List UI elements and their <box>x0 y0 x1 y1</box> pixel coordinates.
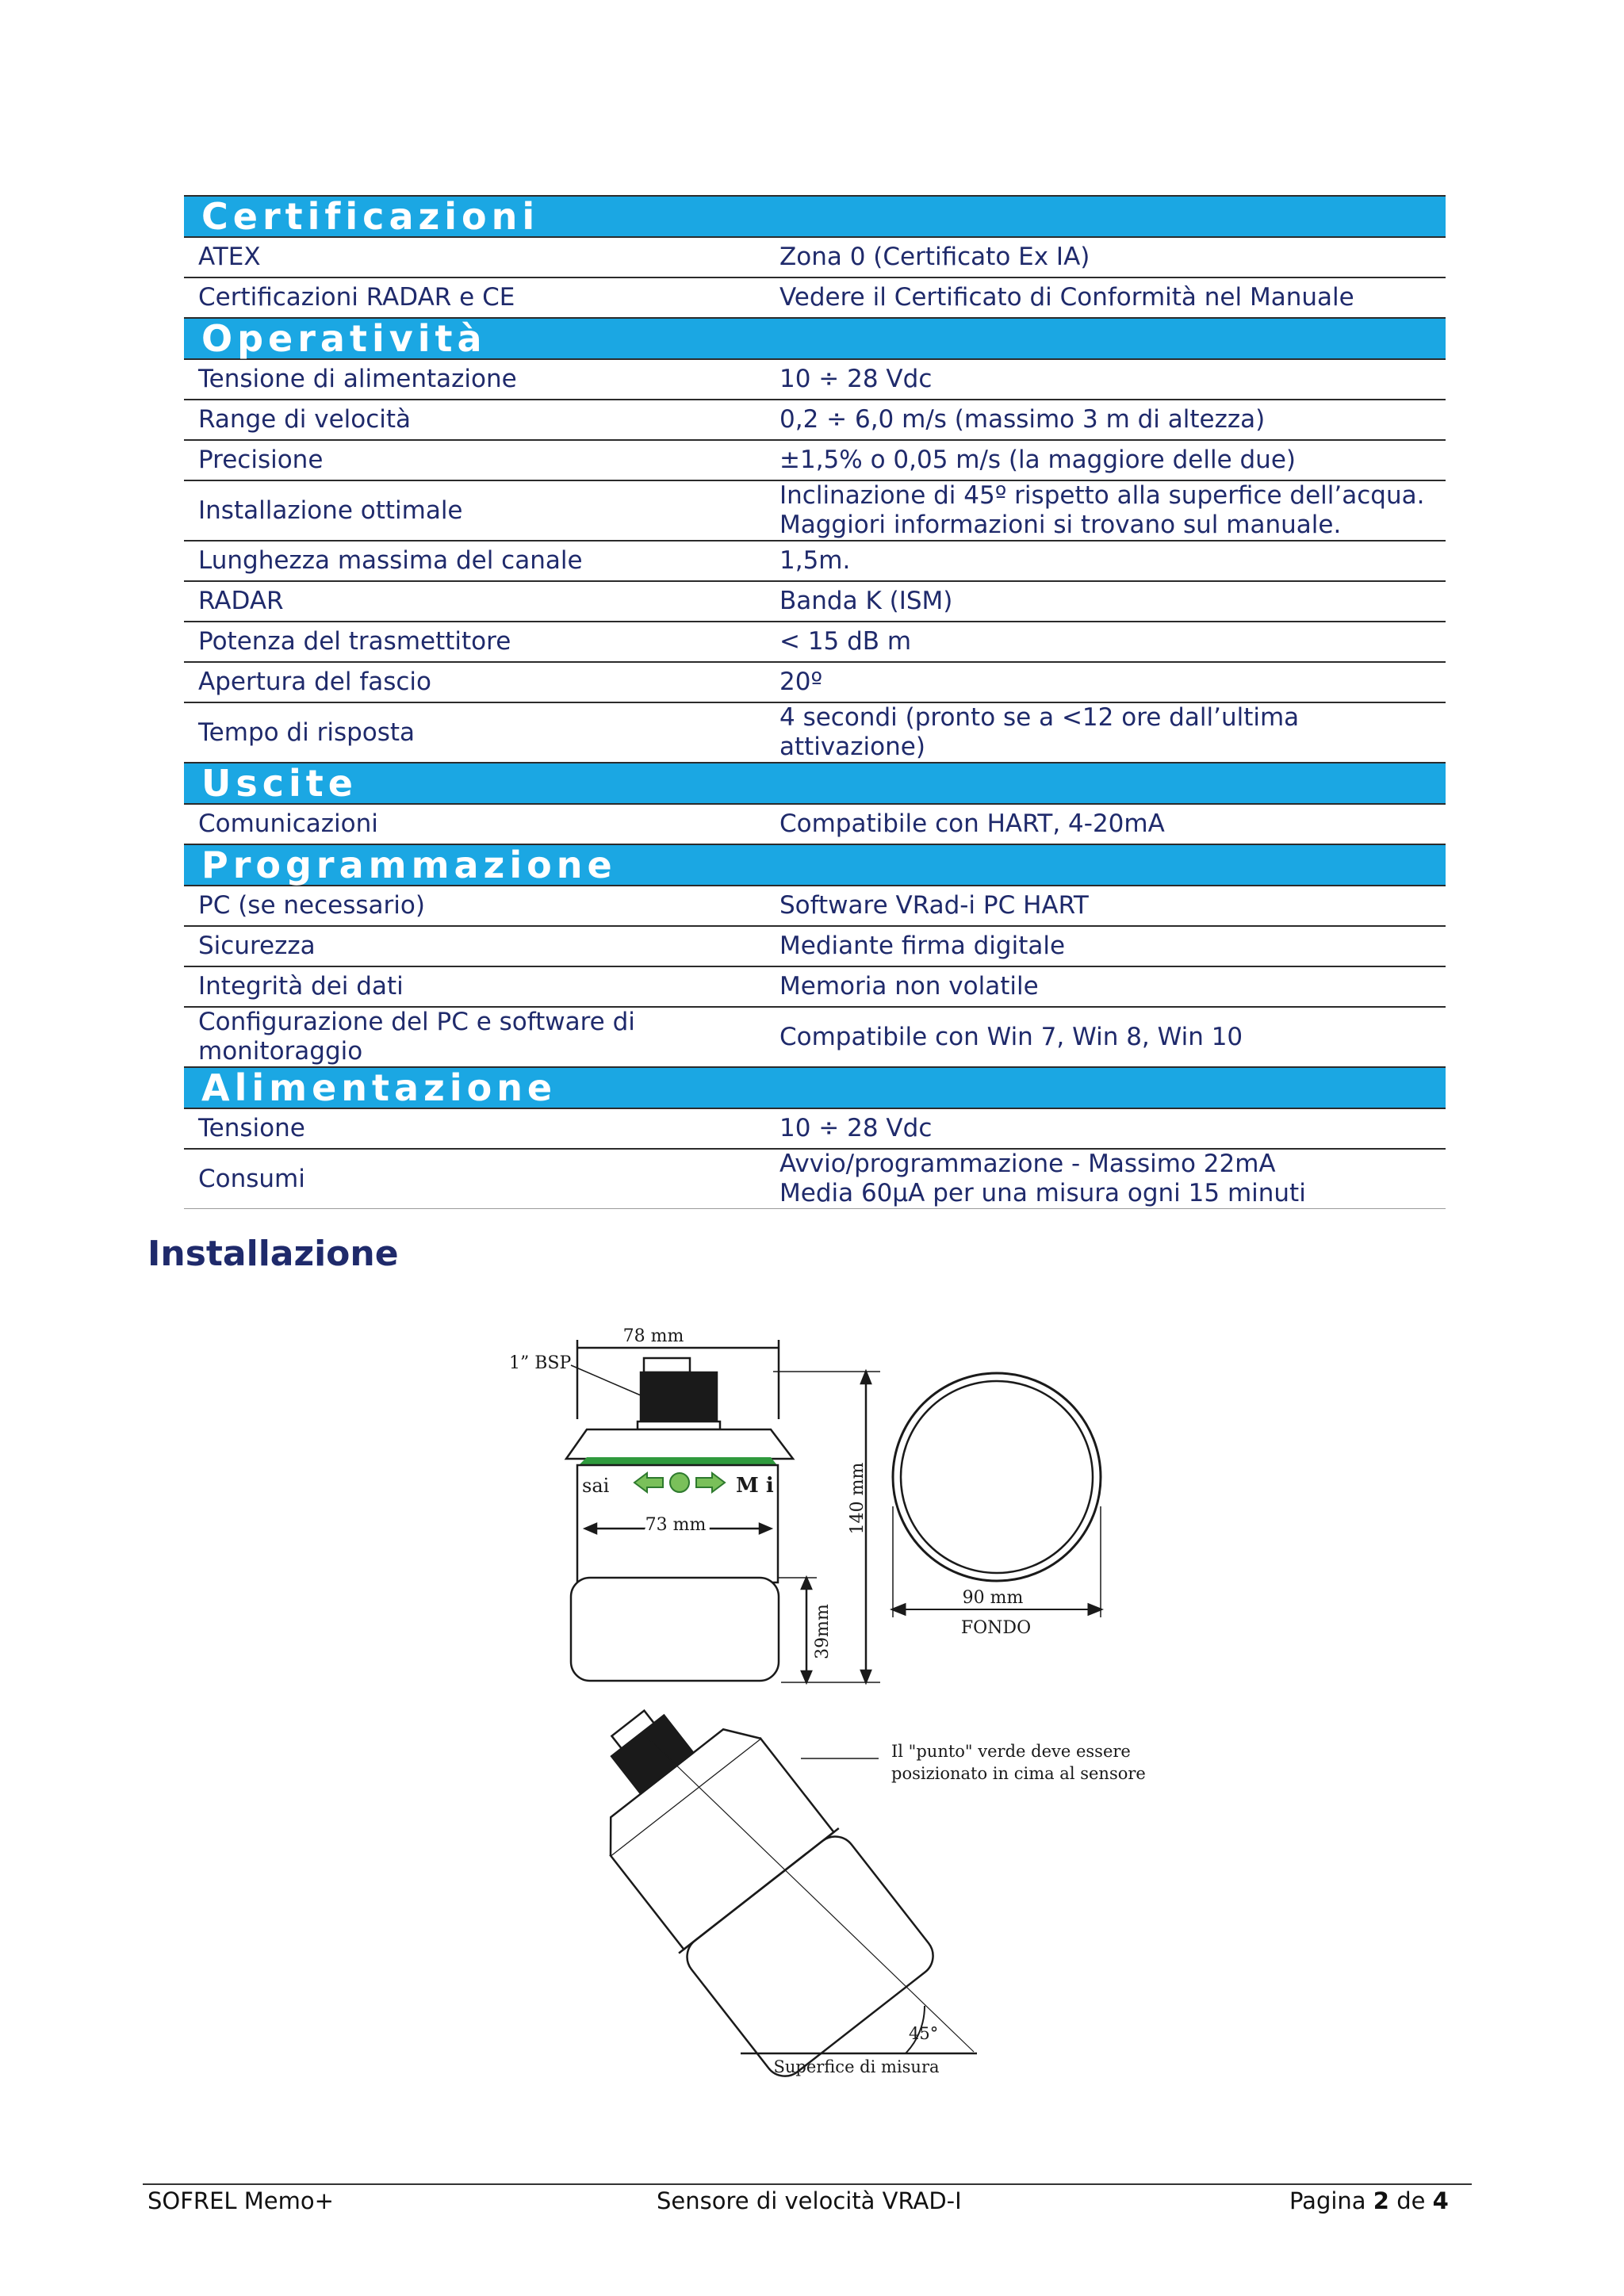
spec-value-line: 4 secondi (pronto se a <12 ore dall’ultima <box>779 703 1300 732</box>
spec-label-line: Tempo di risposta <box>198 718 416 747</box>
spec-label-line: Lunghezza massima del canale <box>198 546 583 575</box>
height-140-label: 140 mm <box>848 1462 868 1535</box>
spec-label-line: Sicurezza <box>198 932 316 960</box>
spec-value-line: Mediante firma digitale <box>779 932 1066 960</box>
page-separator: de <box>1396 2187 1426 2214</box>
sensor-bottom-view <box>893 1373 1101 1617</box>
section-title: Programmazione <box>184 844 1446 886</box>
spec-value-line: Avvio/programmazione - Massimo 22mA <box>779 1150 1276 1178</box>
installation-heading: Installazione <box>147 1234 399 1274</box>
spec-label-line: Apertura del fascio <box>198 668 432 696</box>
orientation-note-line1: Il "punto" verde deve essere <box>891 1742 1131 1761</box>
thread-label: 1” BSP <box>509 1353 572 1373</box>
spec-label-line: Installazione ottimale <box>198 496 463 525</box>
angle-label: 45° <box>909 2024 939 2043</box>
spec-label-line: Certificazioni RADAR e CE <box>198 283 515 312</box>
spec-label-line: Tensione <box>198 1114 305 1142</box>
diameter-label: 90 mm <box>962 1588 1024 1608</box>
spec-label-line: RADAR <box>198 587 284 615</box>
spec-label-line: Consumi <box>198 1164 305 1193</box>
brand-logo-text: sai <box>582 1475 610 1497</box>
spec-label-line: Configurazione del PC e software di <box>198 1008 635 1036</box>
spec-value-line: Compatibile con HART, 4-20mA <box>779 809 1165 838</box>
orientation-note-line2: posizionato in cima al sensore <box>891 1764 1146 1783</box>
page-total: 4 <box>1432 2187 1449 2214</box>
section-title: Certificazioni <box>184 196 1446 237</box>
spec-label-line: ATEX <box>198 243 261 271</box>
inner-width-label: 73 mm <box>645 1515 707 1535</box>
spec-value-line: 10 ÷ 28 Vdc <box>779 365 933 393</box>
spec-value-line: Software VRad-i PC HART <box>779 891 1089 920</box>
spec-value-line: 0,2 ÷ 6,0 m/s (massimo 3 m di altezza) <box>779 405 1266 434</box>
spec-label-line: Range di velocità <box>198 405 412 434</box>
spec-value-line: attivazione) <box>779 733 925 761</box>
spec-label-line: Tensione di alimentazione <box>198 365 517 393</box>
sensor-tilted-view <box>548 1661 977 2084</box>
spec-label-line: PC (se necessario) <box>198 891 425 920</box>
section-title: Uscite <box>184 763 1446 804</box>
footer-product: SOFREL Memo+ <box>147 2187 334 2214</box>
spec-value-line: Media 60µA per una misura ogni 15 minuti <box>779 1179 1306 1207</box>
spec-label-line: Precisione <box>198 446 324 474</box>
bottom-view-label: FONDO <box>960 1618 1032 1638</box>
spec-value-line: 1,5m. <box>779 546 851 575</box>
sensor-side-view <box>566 1340 880 1682</box>
spec-value-line: Compatibile con Win 7, Win 8, Win 10 <box>779 1022 1243 1051</box>
section-title: Operatività <box>184 318 1446 359</box>
spec-value-line: Inclinazione di 45º rispetto alla superfice dell’acqua. <box>779 481 1425 510</box>
model-text: M i <box>736 1474 774 1498</box>
spec-value-line: 10 ÷ 28 Vdc <box>779 1114 933 1142</box>
spec-value-line: < 15 dB m <box>779 627 912 656</box>
spec-value-line: Memoria non volatile <box>779 972 1039 1001</box>
footer-page-number <box>1289 2187 1449 2214</box>
page-current: 2 <box>1373 2187 1389 2214</box>
spec-label-line: Comunicazioni <box>198 809 378 838</box>
spec-label-line: monitoraggio <box>198 1037 363 1066</box>
spec-value-line: ±1,5% o 0,05 m/s (la maggiore delle due) <box>779 446 1296 474</box>
spec-value-line: Zona 0 (Certificato Ex IA) <box>779 243 1090 271</box>
width-78-label: 78 mm <box>622 1326 684 1346</box>
footer-document-title: Sensore di velocità VRAD-I <box>657 2187 962 2214</box>
footer-divider <box>143 2183 1472 2185</box>
spec-value-line: Maggiori informazioni si trovano sul manuale. <box>779 511 1342 539</box>
section-title: Alimentazione <box>184 1067 1446 1108</box>
spec-label-line: Integrità dei dati <box>198 972 404 1001</box>
page-prefix: Pagina <box>1289 2187 1366 2214</box>
spec-value-line: 20º <box>779 668 823 696</box>
spec-value-line: Vedere il Certificato di Conformità nel Manuale <box>779 283 1354 312</box>
height-39-label: 39mm <box>813 1604 833 1659</box>
surface-label: Superfice di misura <box>773 2057 940 2076</box>
spec-label-line: Potenza del trasmettitore <box>198 627 511 656</box>
spec-value-line: Banda K (ISM) <box>779 587 953 615</box>
